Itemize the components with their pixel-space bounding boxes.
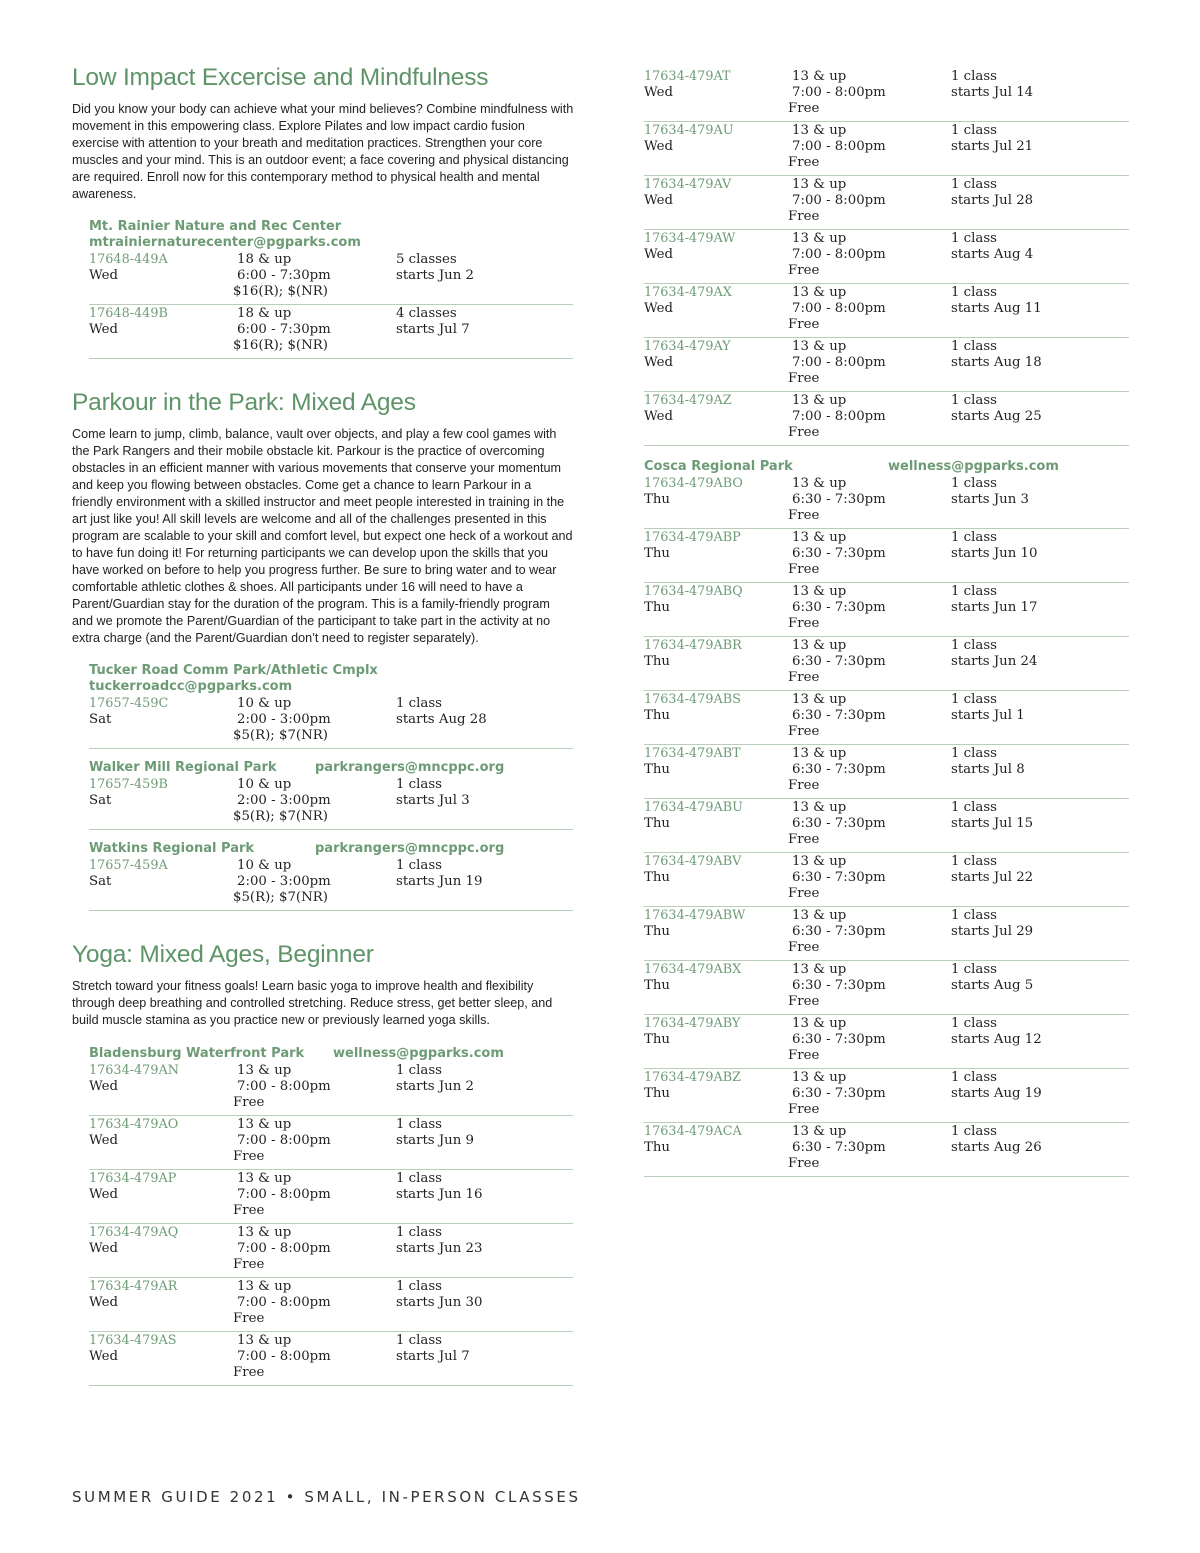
class-entry [89, 777, 573, 830]
class-entry [644, 393, 1129, 446]
class-age: 13 & up [792, 908, 847, 923]
class-entry [644, 1070, 1129, 1123]
class-fee: Free [788, 670, 820, 685]
class-entry [644, 854, 1129, 907]
class-fee: Free [788, 317, 820, 332]
class-age: 10 & up [237, 777, 292, 792]
class-code[interactable]: 17634-479AS [89, 1333, 177, 1348]
class-fee: Free [233, 1203, 265, 1218]
class-entry [89, 1171, 573, 1224]
class-entry [644, 530, 1129, 583]
class-code[interactable]: 17634-479ACA [644, 1124, 742, 1139]
class-code[interactable]: 17634-479AY [644, 339, 731, 354]
class-count: 1 class [951, 962, 997, 977]
class-start: starts Jul 29 [951, 924, 1034, 939]
class-time: 7:00 - 8:00pm [792, 85, 886, 100]
class-day: Wed [644, 355, 673, 370]
class-start: starts Jul 22 [951, 870, 1034, 885]
class-age: 18 & up [237, 306, 292, 321]
location-group [89, 1045, 574, 1386]
class-age: 13 & up [792, 339, 847, 354]
class-time: 6:30 - 7:30pm [792, 816, 886, 831]
class-count: 4 classes [396, 306, 457, 321]
class-time: 7:00 - 8:00pm [237, 1187, 331, 1202]
location-email[interactable]: mtrainiernaturecenter@pgparks.com [89, 235, 361, 250]
class-age: 13 & up [792, 746, 847, 761]
class-count: 1 class [951, 231, 997, 246]
class-start: starts Jun 2 [396, 268, 474, 283]
class-time: 7:00 - 8:00pm [792, 355, 886, 370]
class-day: Thu [644, 762, 670, 777]
class-entry [644, 908, 1129, 961]
class-fee: Free [233, 1365, 265, 1380]
class-count: 1 class [951, 692, 997, 707]
class-time: 7:00 - 8:00pm [792, 193, 886, 208]
class-start: starts Jul 7 [396, 1349, 470, 1364]
location-group [89, 219, 574, 359]
class-fee: Free [788, 778, 820, 793]
class-day: Wed [644, 301, 673, 316]
class-code[interactable]: 17634-479ABO [644, 476, 743, 491]
class-start: starts Jun 30 [396, 1295, 483, 1310]
class-start: starts Jul 7 [396, 322, 470, 337]
class-fee: $5(R); $7(NR) [233, 890, 328, 905]
class-start: starts Aug 4 [951, 247, 1034, 262]
class-code[interactable]: 17634-479ABZ [644, 1070, 741, 1085]
class-count: 1 class [951, 393, 997, 408]
right-column [644, 68, 1129, 1177]
class-entry [644, 584, 1129, 637]
class-time: 6:30 - 7:30pm [792, 708, 886, 723]
class-count: 1 class [951, 1070, 997, 1085]
class-code[interactable]: 17634-479ABW [644, 908, 746, 923]
class-entry [89, 858, 573, 911]
class-day: Wed [89, 322, 118, 337]
class-day: Thu [644, 600, 670, 615]
class-start: starts Jul 28 [951, 193, 1034, 208]
class-entry [89, 1333, 573, 1386]
class-start: starts Aug 11 [951, 301, 1042, 316]
class-code[interactable]: 17634-479ABT [644, 746, 741, 761]
class-age: 13 & up [237, 1171, 292, 1186]
section-description: Come learn to jump, climb, balance, vault over objects, and play a few cool games with the Park Rangers and their mobile obstacle kit. Parkour is the practice of overcoming obstacles in an efficient manner with various movements that conserve your momentum and keep you flowing between obstacles. Come get a chance to learn Parkour in a friendly environment with a skilled instructor and meet people interested in training in the art just like you! All skill levels are welcome and all of the challenges presented in this program are scalable to your skill and comfort level, but expect one heck of a workout and to have fun doing it! For returning participants we can develop upon the skills that you have worked on before to help you progress further. Be sure to bring water and to wear comfortable athletic clothes & shoes. All participants under 16 will need to have a Parent/Guardian stay for the duration of the program. This is a family-friendly program and we promote the Parent/Guardian of the participant to take part in the activity at no extra charge (and the Parent/Guardian don’t need to register separately). [72, 427, 573, 645]
class-day: Wed [89, 1295, 118, 1310]
class-day: Wed [89, 1079, 118, 1094]
class-age: 13 & up [237, 1279, 292, 1294]
class-start: starts Jul 1 [951, 708, 1025, 723]
class-count: 1 class [951, 800, 997, 815]
location-name: Bladensburg Waterfront Park [89, 1046, 305, 1061]
class-count: 1 class [396, 1117, 442, 1132]
class-entry [644, 692, 1129, 745]
class-time: 2:00 - 3:00pm [237, 874, 331, 889]
location-name: Watkins Regional Park [89, 841, 255, 856]
left-column [72, 62, 574, 1414]
location-name: Mt. Rainier Nature and Rec Center [89, 219, 342, 234]
class-day: Sat [89, 793, 112, 808]
class-fee: Free [788, 616, 820, 631]
class-time: 7:00 - 8:00pm [792, 409, 886, 424]
class-code[interactable]: 17634-479AX [644, 285, 732, 300]
class-entry [644, 177, 1129, 230]
class-count: 5 classes [396, 252, 457, 267]
class-age: 13 & up [792, 393, 847, 408]
class-day: Wed [644, 85, 673, 100]
class-start: starts Aug 26 [951, 1140, 1042, 1155]
class-time: 6:30 - 7:30pm [792, 1032, 886, 1047]
section-title: Yoga: Mixed Ages, Beginner [72, 941, 374, 968]
class-code[interactable]: 17634-479AV [644, 177, 732, 192]
class-day: Wed [644, 139, 673, 154]
location-header [89, 1045, 574, 1062]
class-code[interactable]: 17634-479AR [89, 1279, 178, 1294]
class-count: 1 class [396, 777, 442, 792]
class-code[interactable]: 17634-479AW [644, 231, 736, 246]
class-entry [89, 306, 573, 359]
class-count: 1 class [951, 854, 997, 869]
class-entry [89, 1279, 573, 1332]
class-age: 13 & up [792, 962, 847, 977]
class-age: 13 & up [792, 476, 847, 491]
class-fee: Free [788, 1048, 820, 1063]
class-count: 1 class [396, 1279, 442, 1294]
class-age: 13 & up [237, 1333, 292, 1348]
class-entry [89, 252, 573, 305]
class-count: 1 class [951, 123, 997, 138]
class-day: Thu [644, 492, 670, 507]
class-code[interactable]: 17634-479ABU [644, 800, 743, 815]
class-day: Thu [644, 870, 670, 885]
class-time: 6:00 - 7:30pm [237, 322, 331, 337]
class-day: Thu [644, 1032, 670, 1047]
class-count: 1 class [951, 285, 997, 300]
class-entry [644, 962, 1129, 1015]
class-fee: Free [788, 1156, 820, 1171]
class-count: 1 class [951, 584, 997, 599]
class-age: 10 & up [237, 858, 292, 873]
class-start: starts Jun 10 [951, 546, 1038, 561]
class-entry [644, 339, 1129, 392]
class-time: 7:00 - 8:00pm [792, 247, 886, 262]
class-time: 2:00 - 3:00pm [237, 712, 331, 727]
location-header [89, 663, 574, 695]
class-entry [644, 746, 1129, 799]
class-code[interactable]: 17634-479AU [644, 123, 734, 138]
class-time: 6:30 - 7:30pm [792, 546, 886, 561]
class-start: starts Jun 23 [396, 1241, 483, 1256]
class-time: 2:00 - 3:00pm [237, 793, 331, 808]
class-entry [644, 123, 1129, 176]
class-start: starts Jun 9 [396, 1133, 474, 1148]
class-count: 1 class [396, 1171, 442, 1186]
class-fee: Free [788, 562, 820, 577]
class-day: Thu [644, 816, 670, 831]
class-code[interactable]: 17634-479AT [644, 69, 731, 84]
class-time: 6:30 - 7:30pm [792, 1140, 886, 1155]
class-age: 13 & up [792, 177, 847, 192]
class-start: starts Jul 14 [951, 85, 1034, 100]
class-fee: Free [788, 1102, 820, 1117]
class-age: 13 & up [792, 1016, 847, 1031]
class-entry [644, 476, 1129, 529]
class-day: Thu [644, 546, 670, 561]
location-email[interactable]: wellness@pgparks.com [888, 459, 1059, 474]
class-count: 1 class [951, 638, 997, 653]
class-count: 1 class [951, 339, 997, 354]
class-fee: Free [788, 940, 820, 955]
class-code[interactable]: 17634-479ABR [644, 638, 742, 653]
class-age: 13 & up [792, 231, 847, 246]
class-fee: Free [788, 724, 820, 739]
class-start: starts Aug 12 [951, 1032, 1042, 1047]
class-fee: $5(R); $7(NR) [233, 809, 328, 824]
class-age: 13 & up [792, 530, 847, 545]
class-start: starts Jul 15 [951, 816, 1034, 831]
class-age: 13 & up [792, 69, 847, 84]
class-count: 1 class [951, 476, 997, 491]
class-fee: Free [233, 1311, 265, 1326]
class-entry [644, 231, 1129, 284]
class-age: 13 & up [237, 1117, 292, 1132]
class-entry [644, 1016, 1129, 1069]
class-fee: Free [233, 1095, 265, 1110]
class-fee: Free [788, 155, 820, 170]
class-start: starts Aug 25 [951, 409, 1042, 424]
class-time: 6:30 - 7:30pm [792, 870, 886, 885]
location-name: Walker Mill Regional Park [89, 760, 277, 775]
class-age: 13 & up [792, 854, 847, 869]
class-entry [644, 800, 1129, 853]
class-entry [89, 1117, 573, 1170]
class-entry [89, 1063, 573, 1116]
class-code[interactable]: 17634-479ABQ [644, 584, 743, 599]
class-age: 13 & up [792, 638, 847, 653]
class-time: 6:30 - 7:30pm [792, 600, 886, 615]
class-count: 1 class [951, 69, 997, 84]
class-count: 1 class [396, 858, 442, 873]
class-time: 6:30 - 7:30pm [792, 492, 886, 507]
class-age: 13 & up [237, 1225, 292, 1240]
class-fee: Free [788, 994, 820, 1009]
class-time: 6:30 - 7:30pm [792, 924, 886, 939]
class-day: Wed [89, 1241, 118, 1256]
class-code[interactable]: 17648-449A [89, 252, 168, 267]
class-start: starts Jun 24 [951, 654, 1038, 669]
class-time: 6:30 - 7:30pm [792, 978, 886, 993]
class-start: starts Jun 16 [396, 1187, 483, 1202]
class-fee: $16(R); $(NR) [233, 284, 328, 299]
class-day: Thu [644, 1086, 670, 1101]
location-header [89, 219, 574, 251]
class-day: Wed [644, 409, 673, 424]
class-entry [644, 1124, 1129, 1177]
class-code[interactable]: 17634-479ABV [644, 854, 742, 869]
class-start: starts Jun 19 [396, 874, 483, 889]
class-code[interactable]: 17634-479AO [89, 1117, 179, 1132]
class-day: Wed [89, 1349, 118, 1364]
class-code[interactable]: 17634-479ABP [644, 530, 741, 545]
class-day: Wed [89, 268, 118, 283]
class-age: 13 & up [792, 285, 847, 300]
class-age: 10 & up [237, 696, 292, 711]
class-time: 7:00 - 8:00pm [792, 301, 886, 316]
class-fee: Free [788, 371, 820, 386]
class-age: 13 & up [792, 1124, 847, 1139]
class-start: starts Aug 18 [951, 355, 1042, 370]
class-fee: Free [233, 1257, 265, 1272]
class-time: 7:00 - 8:00pm [237, 1241, 331, 1256]
class-fee: Free [788, 886, 820, 901]
class-entry [89, 1225, 573, 1278]
class-start: starts Jul 21 [951, 139, 1034, 154]
class-code[interactable]: 17657-459A [89, 858, 168, 873]
class-count: 1 class [951, 530, 997, 545]
class-day: Thu [644, 708, 670, 723]
class-fee: $16(R); $(NR) [233, 338, 328, 353]
location-header [89, 759, 574, 776]
entry-list [644, 476, 1129, 1177]
class-age: 13 & up [792, 692, 847, 707]
class-code[interactable]: 17657-459B [89, 777, 168, 792]
class-fee: Free [788, 209, 820, 224]
location-name: Tucker Road Comm Park/Athletic Cmplx [89, 663, 378, 678]
class-start: starts Jun 17 [951, 600, 1038, 615]
location-header [644, 458, 1129, 475]
class-start: starts Jul 8 [951, 762, 1025, 777]
class-age: 13 & up [792, 1070, 847, 1085]
class-day: Sat [89, 874, 112, 889]
class-day: Sat [89, 712, 112, 727]
class-code[interactable]: 17634-479ABS [644, 692, 741, 707]
class-code[interactable]: 17648-449B [89, 306, 168, 321]
entry-list [89, 1063, 574, 1386]
class-time: 6:30 - 7:30pm [792, 1086, 886, 1101]
class-day: Thu [644, 924, 670, 939]
section-yoga [72, 939, 574, 1386]
class-start: starts Aug 28 [396, 712, 487, 727]
class-code[interactable]: 17634-479AN [89, 1063, 179, 1078]
class-entry [644, 638, 1129, 691]
class-count: 1 class [396, 1225, 442, 1240]
class-time: 6:30 - 7:30pm [792, 762, 886, 777]
class-code[interactable]: 17657-459C [89, 696, 169, 711]
section-description: Did you know your body can achieve what your mind believes? Combine mindfulness with movement in this empowering class. Explore Pilates and low impact cardio fusion exercise with attention to your breath and meditation practices. Strengthen your core muscles and your mind. This is an outdoor event; a face covering and physical distancing are required. Enroll now for this contemporary method to physical health and mental awareness. [72, 102, 574, 201]
class-count: 1 class [951, 1124, 997, 1139]
section-description: Stretch toward your fitness goals! Learn basic yoga to improve health and flexibility through deep breathing and controlled stretching. Reduce stress, get better sleep, and build muscle stamina as you practice new or previously learned yoga skills. [72, 979, 553, 1027]
class-start: starts Jun 2 [396, 1079, 474, 1094]
class-fee: Free [788, 101, 820, 116]
section-title: Low Impact Excercise and Mindfulness [72, 64, 489, 91]
class-time: 7:00 - 8:00pm [237, 1295, 331, 1310]
location-group [89, 663, 574, 911]
class-fee: Free [788, 425, 820, 440]
class-day: Thu [644, 978, 670, 993]
class-start: starts Jul 3 [396, 793, 470, 808]
class-day: Wed [89, 1187, 118, 1202]
location-name: Cosca Regional Park [644, 459, 793, 474]
class-day: Wed [89, 1133, 118, 1148]
class-code[interactable]: 17634-479ABX [644, 962, 742, 977]
class-fee: Free [788, 508, 820, 523]
location-email[interactable]: wellness@pgparks.com [333, 1046, 504, 1061]
class-age: 13 & up [792, 584, 847, 599]
class-entry [89, 696, 573, 749]
class-day: Wed [644, 247, 673, 262]
class-count: 1 class [396, 1063, 442, 1078]
class-entry [644, 285, 1129, 338]
location-email[interactable]: parkrangers@mncppc.org [315, 841, 505, 856]
class-age: 13 & up [792, 800, 847, 815]
class-fee: Free [233, 1149, 265, 1164]
class-age: 13 & up [792, 123, 847, 138]
class-time: 6:00 - 7:30pm [237, 268, 331, 283]
class-count: 1 class [951, 177, 997, 192]
location-header [89, 840, 574, 857]
class-entry [644, 69, 1129, 122]
page-footer: SUMMER GUIDE 2021 • SMALL, IN-PERSON CLASSES [72, 1488, 581, 1506]
class-day: Thu [644, 1140, 670, 1155]
class-start: starts Aug 19 [951, 1086, 1042, 1101]
class-day: Wed [644, 193, 673, 208]
class-fee: Free [788, 263, 820, 278]
class-start: starts Aug 5 [951, 978, 1034, 993]
class-count: 1 class [396, 1333, 442, 1348]
section-title: Parkour in the Park: Mixed Ages [72, 389, 416, 416]
class-code[interactable]: 17634-479AQ [89, 1225, 179, 1240]
class-code[interactable]: 17634-479ABY [644, 1016, 741, 1031]
location-email[interactable]: parkrangers@mncppc.org [315, 760, 505, 775]
class-age: 18 & up [237, 252, 292, 267]
class-time: 7:00 - 8:00pm [792, 139, 886, 154]
location-email[interactable]: tuckerroadcc@pgparks.com [89, 679, 293, 694]
class-count: 1 class [951, 908, 997, 923]
class-fee: $5(R); $7(NR) [233, 728, 328, 743]
class-time: 7:00 - 8:00pm [237, 1349, 331, 1364]
class-time: 6:30 - 7:30pm [792, 654, 886, 669]
class-code[interactable]: 17634-479AZ [644, 393, 732, 408]
class-day: Thu [644, 654, 670, 669]
entry-list [644, 69, 1129, 446]
class-count: 1 class [396, 696, 442, 711]
class-time: 7:00 - 8:00pm [237, 1079, 331, 1094]
section-parkour [72, 387, 574, 911]
class-count: 1 class [951, 746, 997, 761]
class-fee: Free [788, 832, 820, 847]
class-code[interactable]: 17634-479AP [89, 1171, 177, 1186]
class-age: 13 & up [237, 1063, 292, 1078]
class-start: starts Jun 3 [951, 492, 1029, 507]
section-low-impact [72, 62, 574, 359]
class-time: 7:00 - 8:00pm [237, 1133, 331, 1148]
class-count: 1 class [951, 1016, 997, 1031]
